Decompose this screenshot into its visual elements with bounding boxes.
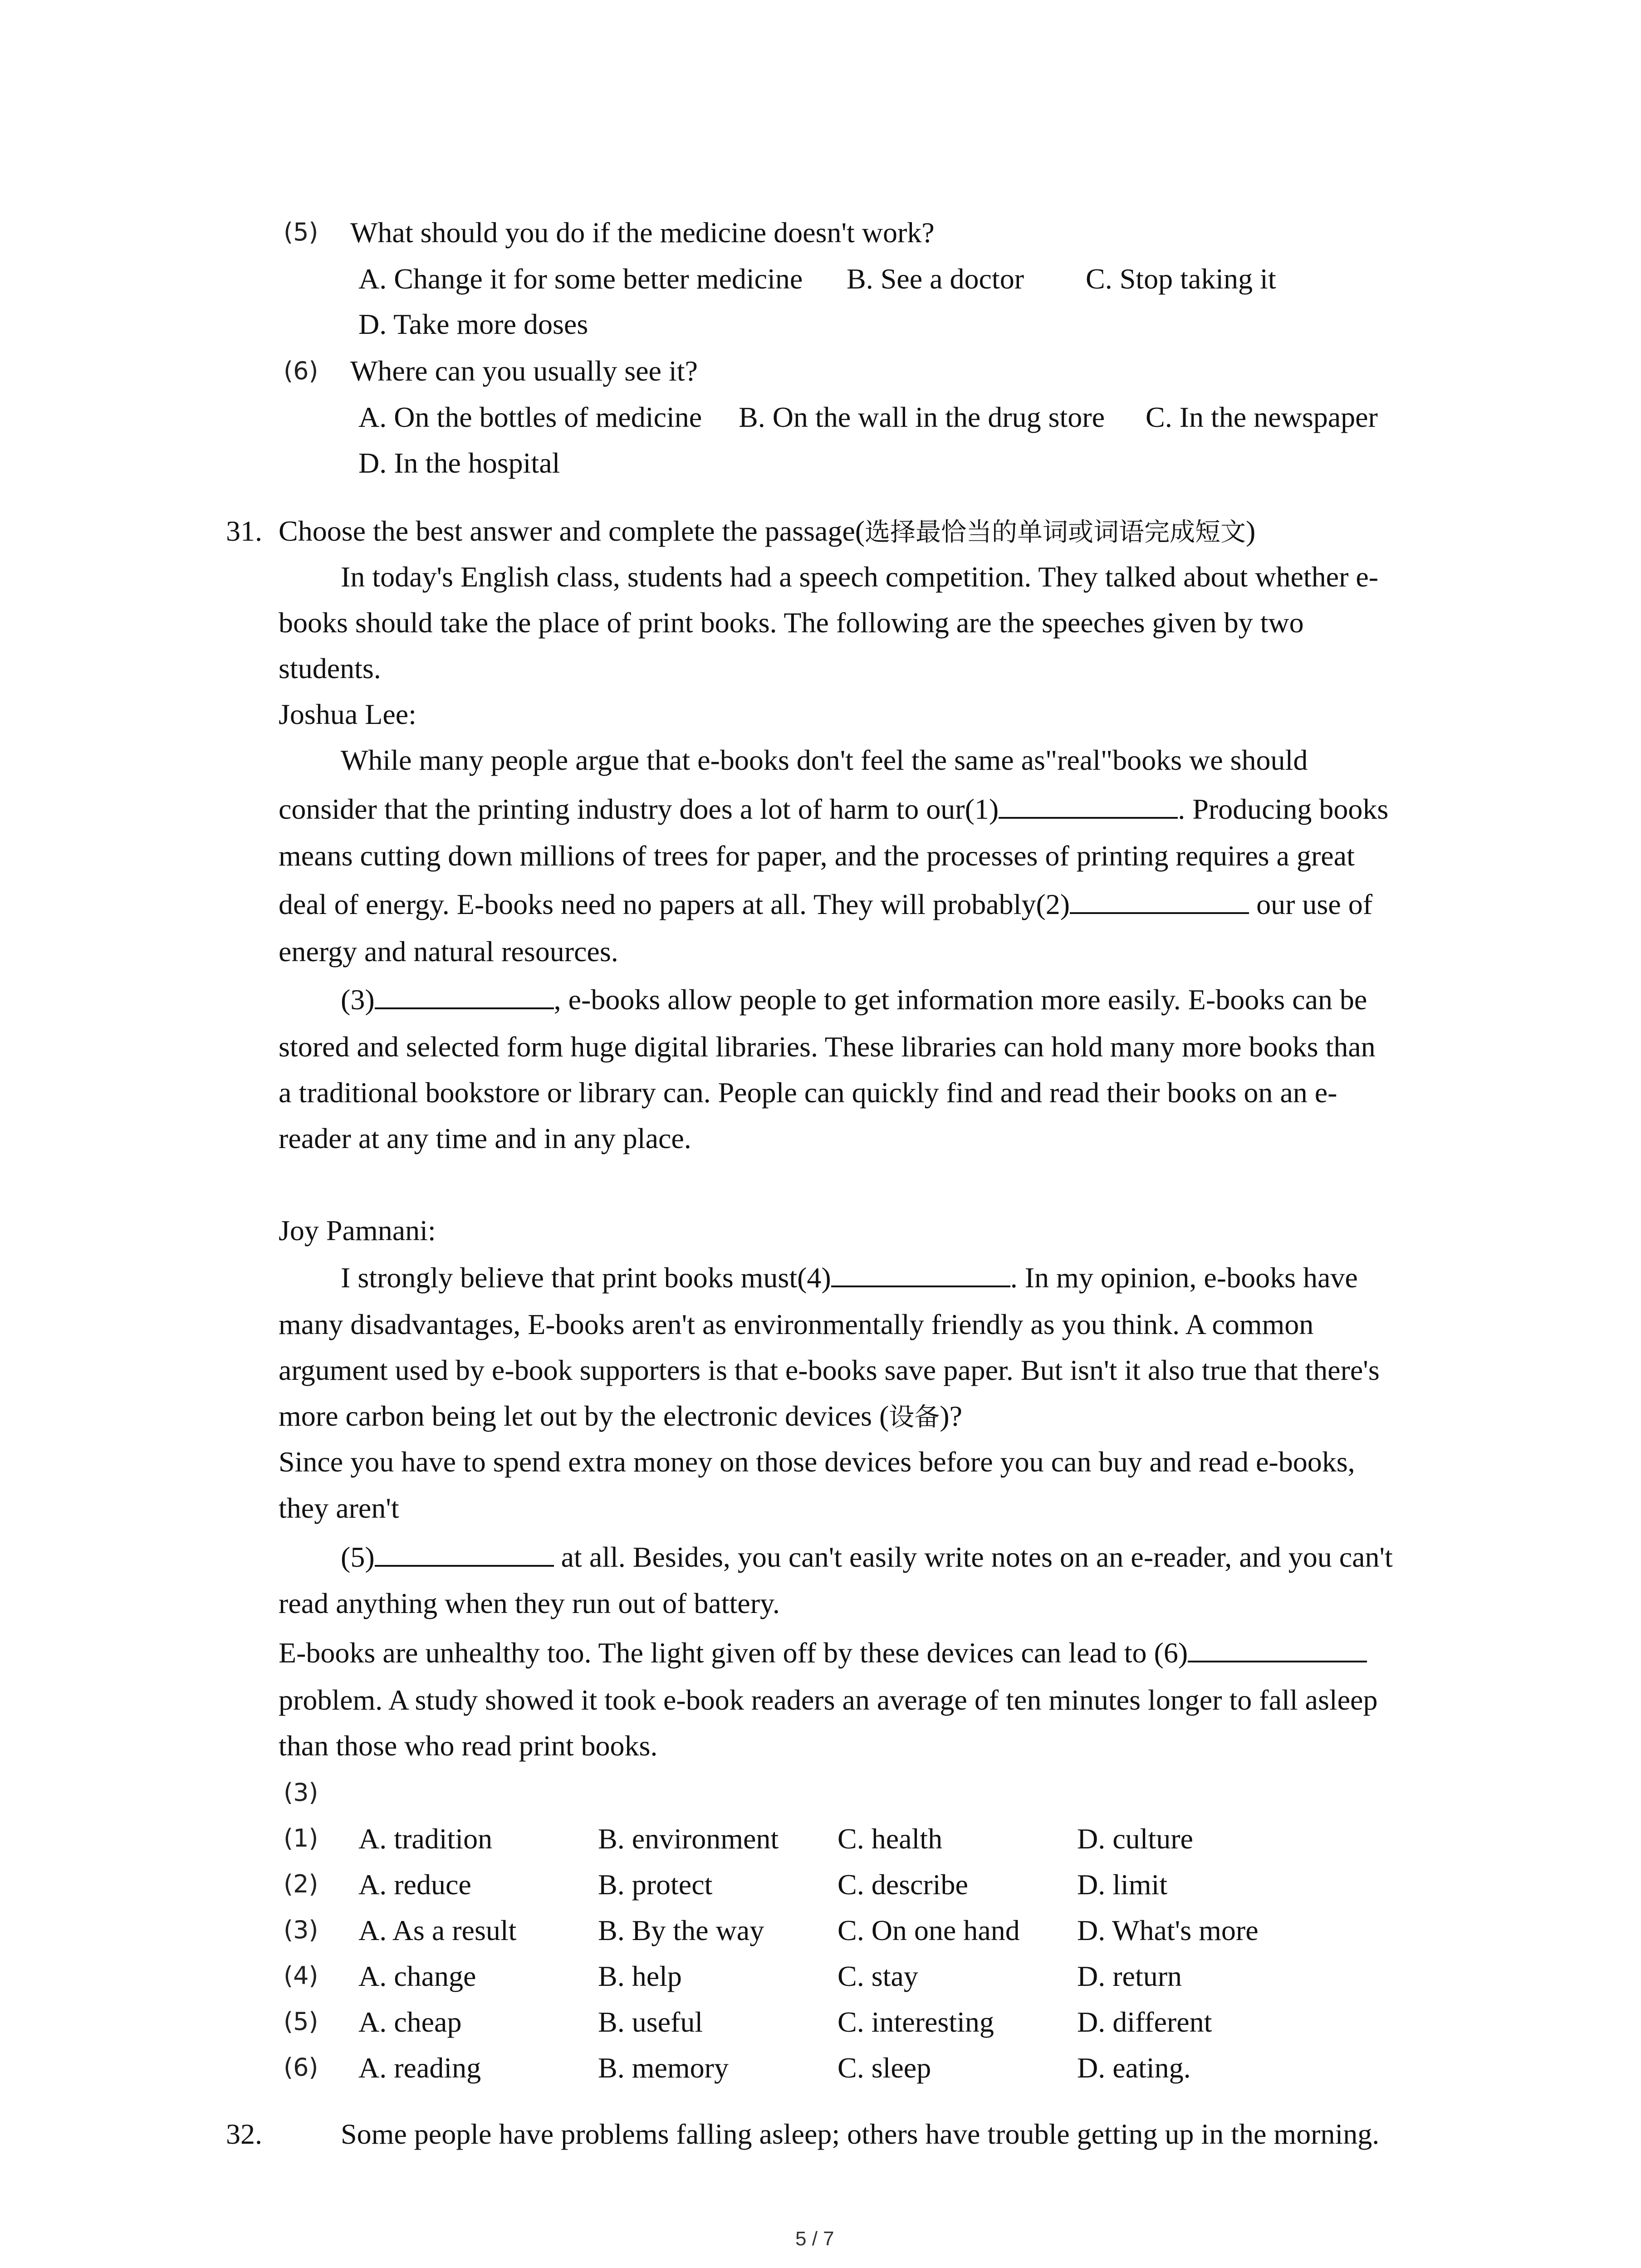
- passage-text: more carbon being let out by the electronic devices (: [279, 1400, 889, 1432]
- choice-option-a[interactable]: A. cheap: [358, 2006, 462, 2038]
- option-d: D. Take more doses: [358, 308, 588, 340]
- passage-text: our use of: [1249, 888, 1372, 920]
- option-c: C. In the newspaper: [1146, 401, 1378, 433]
- passage-text: . Producing books: [1178, 793, 1389, 825]
- passage-line: problem. A study showed it took e-book readers an average of ten minutes longer to fall asleep: [279, 1684, 1378, 1716]
- passage-line: [279, 792, 1388, 827]
- question-text: Some people have problems falling asleep; others have trouble getting up in the morning.: [341, 2118, 1380, 2150]
- blank-3[interactable]: [375, 985, 554, 1009]
- choice-option-b[interactable]: B. help: [598, 1960, 682, 1992]
- page-number: 5 / 7: [795, 2228, 834, 2250]
- passage-line: In today's English class, students had a speech competition. They talked about whether e-: [341, 561, 1379, 593]
- passage-chinese: 设备: [889, 1403, 940, 1432]
- question-number: (6): [284, 357, 318, 385]
- choice-option-c[interactable]: C. stay: [838, 1960, 918, 1992]
- question-number: 31.: [226, 515, 262, 547]
- option-a: A. Change it for some better medicine: [358, 263, 803, 295]
- passage-line: many disadvantages, E-books aren't as environmentally friendly as you think. A common: [279, 1308, 1314, 1340]
- choice-number: (3): [284, 1916, 318, 1944]
- option-d: D. In the hospital: [358, 447, 560, 479]
- passage-line: means cutting down millions of trees for paper, and the processes of printing requires a great: [279, 840, 1355, 872]
- choice-option-c[interactable]: C. On one hand: [838, 1914, 1020, 1946]
- passage-text: , e-books allow people to get information more easily. E-books can be: [554, 983, 1367, 1016]
- passage-line: [279, 1636, 1367, 1671]
- passage-line: [279, 887, 1372, 922]
- choice-number: (6): [284, 2053, 318, 2082]
- choice-option-d[interactable]: D. different: [1077, 2006, 1212, 2038]
- instruction-text: Choose the best answer and complete the passage(: [279, 515, 865, 547]
- choice-option-b[interactable]: B. protect: [598, 1868, 713, 1901]
- choice-option-a[interactable]: A. reading: [358, 2052, 481, 2084]
- passage-line: [341, 1261, 1358, 1295]
- passage-line: [341, 1540, 1393, 1575]
- choice-option-c[interactable]: C. interesting: [838, 2006, 994, 2038]
- choice-option-b[interactable]: B. memory: [598, 2052, 729, 2084]
- passage-text: deal of energy. E-books need no papers at all. They will probably(2): [279, 888, 1070, 920]
- choice-option-d[interactable]: D. return: [1077, 1960, 1182, 1992]
- speaker-name: Joy Pamnani:: [279, 1214, 436, 1246]
- choice-number: (5): [284, 2007, 318, 2036]
- passage-text: (3): [341, 983, 375, 1016]
- passage-line: books should take the place of print books. The following are the speeches given by two: [279, 606, 1304, 639]
- choice-option-d[interactable]: D. limit: [1077, 1868, 1168, 1901]
- passage-line: than those who read print books.: [279, 1730, 658, 1762]
- passage-line: argument used by e-book supporters is that e-books save paper. But isn't it also true that there's: [279, 1354, 1380, 1386]
- passage-line: read anything when they run out of battery.: [279, 1587, 780, 1619]
- question-instruction: [279, 514, 1255, 549]
- instruction-close: ): [1246, 515, 1256, 547]
- blank-2[interactable]: [1070, 890, 1249, 914]
- group-label: (3): [284, 1778, 318, 1807]
- passage-line: energy and natural resources.: [279, 935, 618, 968]
- passage-line: [279, 1399, 962, 1434]
- passage-text: consider that the printing industry does a lot of harm to our(1): [279, 793, 999, 825]
- choice-option-a[interactable]: A. reduce: [358, 1868, 471, 1901]
- question-number: (5): [284, 218, 318, 246]
- choice-option-d[interactable]: D. culture: [1077, 1823, 1193, 1855]
- blank-4[interactable]: [831, 1263, 1010, 1287]
- passage-line: stored and selected form huge digital libraries. These libraries can hold many more books than: [279, 1031, 1376, 1063]
- choice-option-c[interactable]: C. sleep: [838, 2052, 931, 2084]
- choice-option-d[interactable]: D. eating.: [1077, 2052, 1191, 2084]
- choice-number: (4): [284, 1961, 318, 1990]
- choice-option-a[interactable]: A. As a result: [358, 1914, 517, 1946]
- option-a: A. On the bottles of medicine: [358, 401, 702, 433]
- choice-option-b[interactable]: B. By the way: [598, 1914, 764, 1946]
- passage-text: (5): [341, 1541, 375, 1573]
- option-c: C. Stop taking it: [1086, 263, 1276, 295]
- question-number: 32.: [226, 2118, 262, 2150]
- passage-line: Since you have to spend extra money on those devices before you can buy and read e-books,: [279, 1446, 1355, 1478]
- passage-line: While many people argue that e-books don't feel the same as"real"books we should: [341, 744, 1308, 776]
- question-text: What should you do if the medicine doesn't work?: [350, 216, 935, 249]
- choice-number: (1): [284, 1824, 318, 1853]
- passage-line: [341, 982, 1367, 1017]
- passage-text: I strongly believe that print books must(4): [341, 1261, 831, 1294]
- choice-option-a[interactable]: A. tradition: [358, 1823, 493, 1855]
- blank-5[interactable]: [375, 1542, 554, 1567]
- option-b: B. See a doctor: [847, 263, 1024, 295]
- choice-option-c[interactable]: C. health: [838, 1823, 943, 1855]
- choice-option-c[interactable]: C. describe: [838, 1868, 968, 1901]
- passage-text: . In my opinion, e-books have: [1010, 1261, 1358, 1294]
- choice-option-d[interactable]: D. What's more: [1077, 1914, 1259, 1946]
- passage-line: a traditional bookstore or library can. People can quickly find and read their books on an e-: [279, 1076, 1337, 1109]
- passage-text: E-books are unhealthy too. The light given off by these devices can lead to (6): [279, 1637, 1188, 1669]
- choice-number: (2): [284, 1870, 318, 1898]
- passage-text: at all. Besides, you can't easily write notes on an e-reader, and you can't: [554, 1541, 1393, 1573]
- instruction-chinese: 选择最恰当的单词或词语完成短文: [865, 518, 1246, 547]
- question-text: Where can you usually see it?: [350, 355, 698, 387]
- blank-6[interactable]: [1188, 1638, 1367, 1662]
- passage-line: they aren't: [279, 1492, 399, 1524]
- choice-option-b[interactable]: B. environment: [598, 1823, 779, 1855]
- passage-text: )?: [940, 1400, 962, 1432]
- choice-option-a[interactable]: A. change: [358, 1960, 476, 1992]
- option-b: B. On the wall in the drug store: [739, 401, 1105, 433]
- passage-line: reader at any time and in any place.: [279, 1122, 691, 1154]
- passage-line: students.: [279, 652, 381, 684]
- choice-option-b[interactable]: B. useful: [598, 2006, 703, 2038]
- speaker-name: Joshua Lee:: [279, 698, 416, 730]
- blank-1[interactable]: [999, 794, 1178, 819]
